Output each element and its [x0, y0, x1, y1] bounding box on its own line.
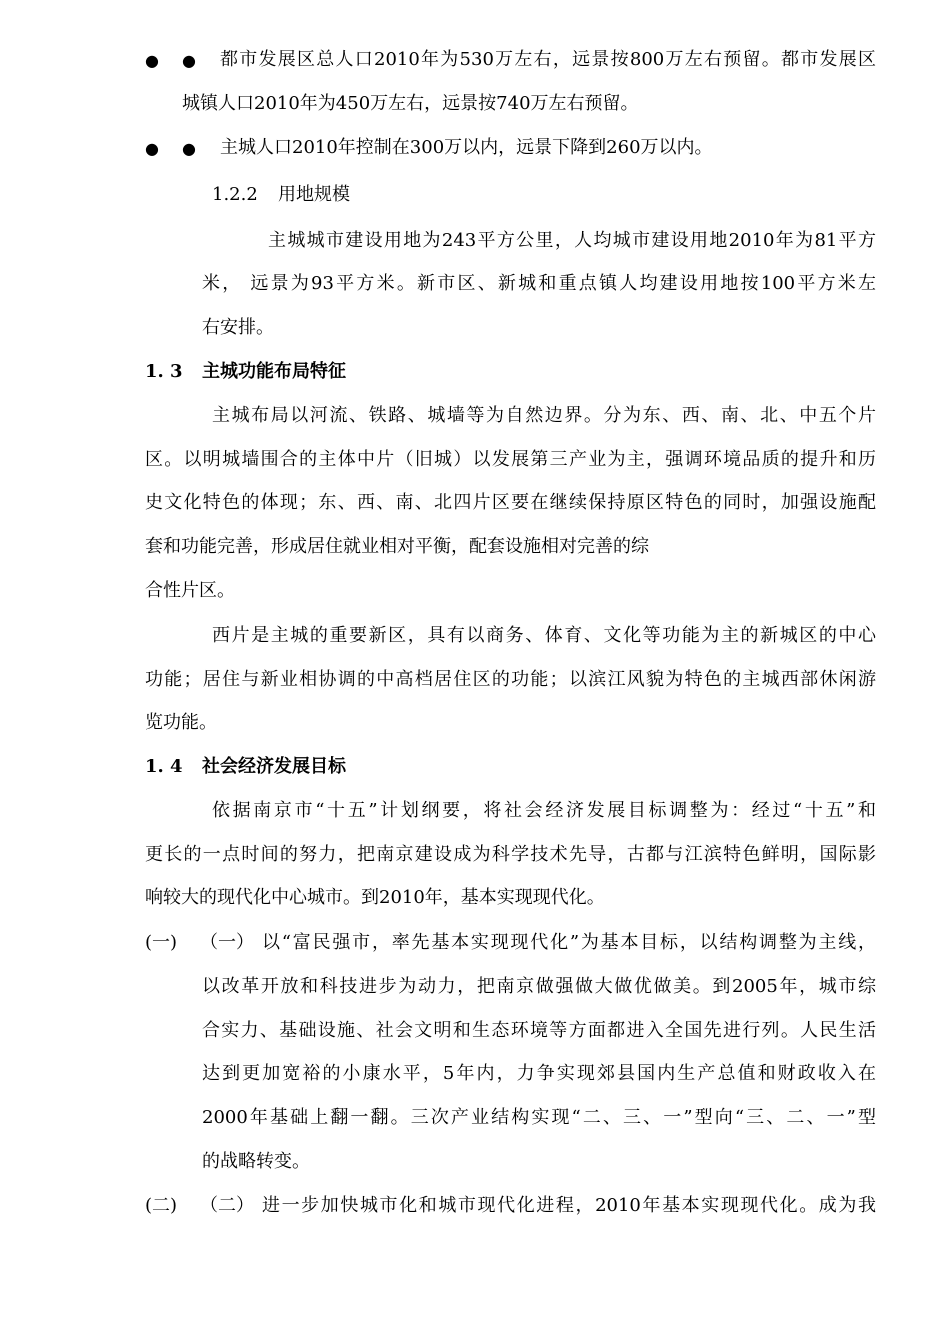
paragraph-line: 合性片区。: [145, 580, 235, 601]
list-item-line: 达到更加宽裕的小康水平，5年内，力争实现郊县国内生产总值和财政收入在: [202, 1063, 876, 1084]
paragraph-line: 依据南京市“十五”计划纲要，将社会经济发展目标调整为：经过“十五”和: [212, 800, 876, 821]
section-number: 1. 4: [145, 756, 183, 777]
section-number: 1. 3: [145, 361, 183, 382]
paragraph-line: 西片是主城的重要新区，具有以商务、体育、文化等功能为主的新城区的中心: [212, 625, 876, 646]
paragraph-line: 更长的一点时间的努力，把南京建设成为科学技术先导，古都与江滨特色鲜明，国际影: [145, 844, 876, 865]
section-title: 用地规模: [278, 184, 350, 205]
paragraph-line: 览功能。: [145, 712, 217, 733]
section-title: 主城功能布局特征: [202, 361, 346, 382]
list-item-line: 以“富民强市，率先基本实现现代化”为基本目标，以结构调整为主线，: [262, 932, 876, 953]
bullet-2-line: 主城人口2010年控制在300万以内，远景下降到260万以内。: [220, 137, 713, 158]
paragraph-line: 主城布局以河流、铁路、城墙等为自然边界。分为东、西、南、北、中五个片: [212, 405, 876, 426]
paragraph-line: 功能；居住与新业相协调的中高档居住区的功能；以滨江风貌为特色的主城西部休闲游: [145, 669, 876, 690]
paragraph-line: 米， 远景为93平方米。新市区、新城和重点镇人均建设用地按100平方米左: [202, 273, 876, 294]
paragraph-line: 主城城市建设用地为243平方公里，人均城市建设用地2010年为81平方: [268, 230, 876, 251]
list-sub-marker: （一）: [200, 932, 254, 953]
list-item-line: 进一步加快城市化和城市现代化进程，2010年基本实现现代化。成为我: [262, 1195, 876, 1216]
bullet-marker: ●: [182, 51, 196, 70]
paragraph-line: 区。以明城墙围合的主体中片（旧城）以发展第三产业为主，强调环境品质的提升和历: [145, 449, 876, 470]
list-marker: (一): [145, 932, 178, 953]
section-number: 1.2.2: [212, 184, 258, 205]
list-sub-marker: （二）: [200, 1195, 254, 1216]
paragraph-line: 史文化特色的体现；东、西、南、北四片区要在继续保持原区特色的同时，加强设施配: [145, 492, 876, 513]
paragraph-line: 右安排。: [202, 317, 274, 338]
list-item-line: 的战略转变。: [202, 1151, 310, 1172]
list-item-line: 以改革开放和科技进步为动力，把南京做强做大做优做美。到2005年，城市综: [202, 976, 876, 997]
list-marker: (二): [145, 1195, 178, 1216]
list-item-line: 2000年基础上翻一翻。三次产业结构实现“二、三、一”型向“三、二、一”型: [202, 1107, 876, 1128]
paragraph-line: 套和功能完善，形成居住就业相对平衡，配套设施相对完善的综: [145, 536, 649, 557]
section-title: 社会经济发展目标: [202, 756, 346, 777]
list-item-line: 合实力、基础设施、社会文明和生态环境等方面都进入全国先进行列。人民生活: [202, 1020, 876, 1041]
bullet-1-line: 都市发展区总人口2010年为530万左右，远景按800万左右预留。都市发展区: [220, 49, 876, 70]
bullet-marker: ●: [182, 139, 196, 158]
paragraph-line: 响较大的现代化中心城市。到2010年，基本实现现代化。: [145, 887, 605, 908]
bullet-marker: ●: [145, 139, 159, 158]
bullet-marker: ●: [145, 51, 159, 70]
bullet-1-line: 城镇人口2010年为450万左右，远景按740万左右预留。: [182, 93, 639, 114]
